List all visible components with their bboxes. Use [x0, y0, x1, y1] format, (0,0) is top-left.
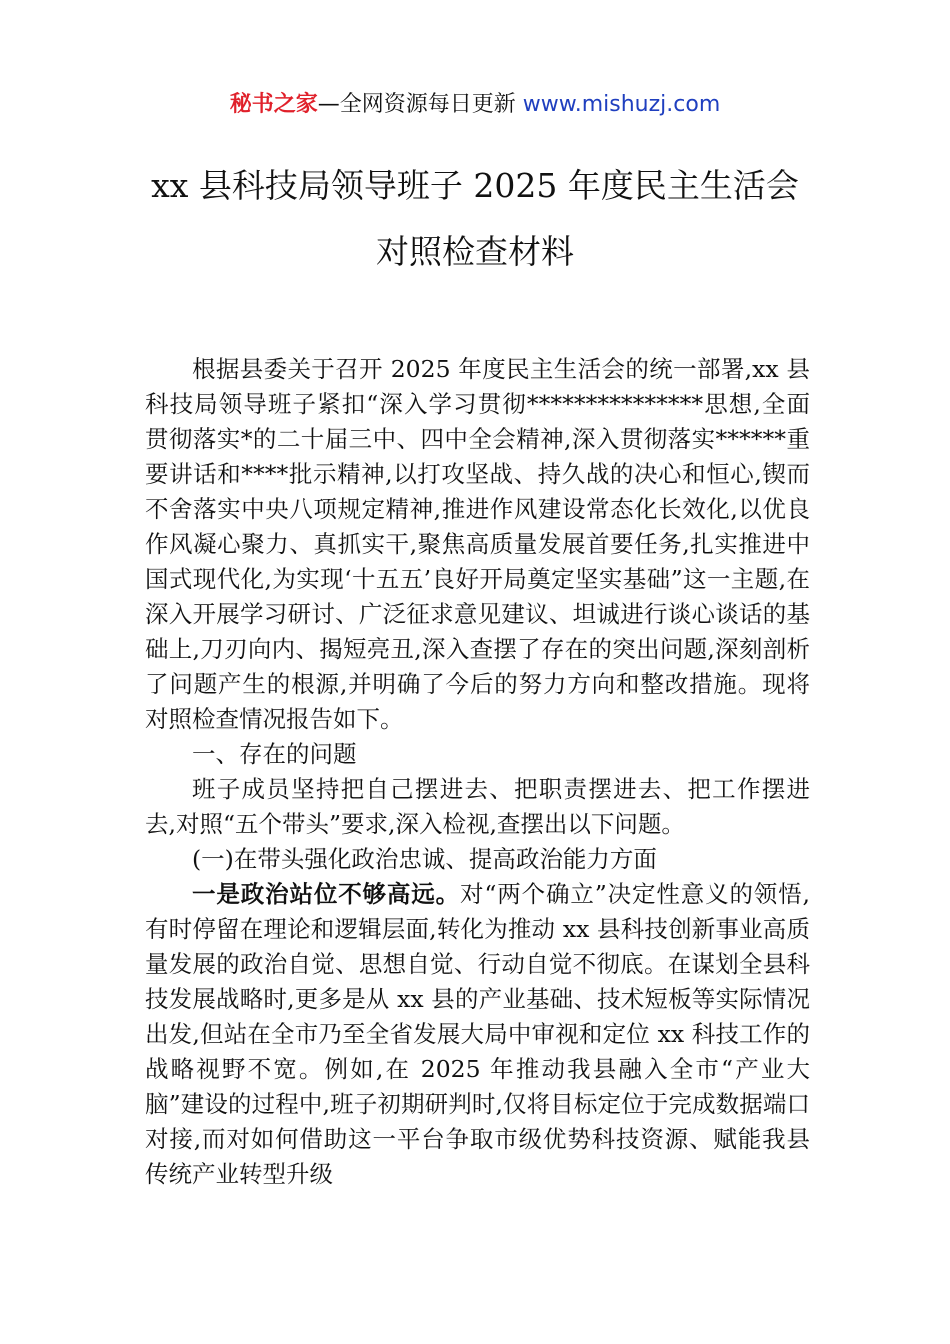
- header-dash: —: [317, 92, 340, 117]
- point-one-lead: 一是政治站位不够高远。: [192, 880, 461, 908]
- point-one-paragraph: [145, 877, 810, 1192]
- subsection-heading-political: (一)在带头强化政治忠诚、提高政治能力方面: [192, 845, 657, 873]
- document-title-line-2: 对照检查材料: [376, 232, 574, 271]
- site-brand: 秘书之家: [229, 92, 318, 117]
- section-intro-paragraph: 班子成员坚持把自己摆进去、把职责摆进去、把工作摆进去,对照“五个带头”要求,深入检视,查摆出以下问题。: [145, 775, 810, 838]
- point-one-text: 对“两个确立”决定性意义的领悟,有时停留在理论和逻辑层面,转化为推动 xx 县科技创新事业高质量发展的政治自觉、思想自觉、行动自觉不彻底。在谋划全县科技发展战略时,更多是从 xx 县的产业基础、技术短板等实际情况出发,但站在全市乃至全省发展大局中审视和定位 xx 科技工作的战略视野不宽。例如,在 2025 年推动我县融入全市“产业大脑”建设的过程中,班子初期研判时,仅将目标定位于完成数据端口对接,而对如何借助这一平台争取市级优势科技资源、赋能我县传统产业转型升级: [145, 880, 811, 1188]
- section-heading-problems: 一、存在的问题: [192, 740, 357, 768]
- document-body: [145, 352, 810, 1192]
- site-header: [0, 88, 950, 122]
- intro-paragraph: 根据县委关于召开 2025 年度民主生活会的统一部署,xx 县科技局领导班子紧扣“深入学习贯彻***************思想,全面贯彻落实*的二十届三中、四中全会精神,深入贯彻落实******重要讲话和****批示精神,以打攻坚战、持久战的决心和恒心,锲而不舍落实中央八项规定精神,推进作风建设常态化长效化,以优良作风凝心聚力、真抓实干,聚焦高质量发展首要任务,扎实推进中国式现代化,为实现‘十五五’良好开局奠定坚实基础”这一主题,在深入开展学习研讨、广泛征求意见建议、坦诚进行谈心谈话的基础上,刀刃向内、揭短亮丑,深入查摆了存在的突出问题,深刻剖析了问题产生的根源,并明确了今后的努力方向和整改措施。现将对照检查情况报告如下。: [145, 355, 810, 733]
- site-url-link[interactable]: www.mishuzj.com: [522, 92, 721, 117]
- site-slogan: 全网资源每日更新: [339, 92, 516, 117]
- document-title-line-1: xx 县科技局领导班子 2025 年度民主生活会: [151, 166, 799, 205]
